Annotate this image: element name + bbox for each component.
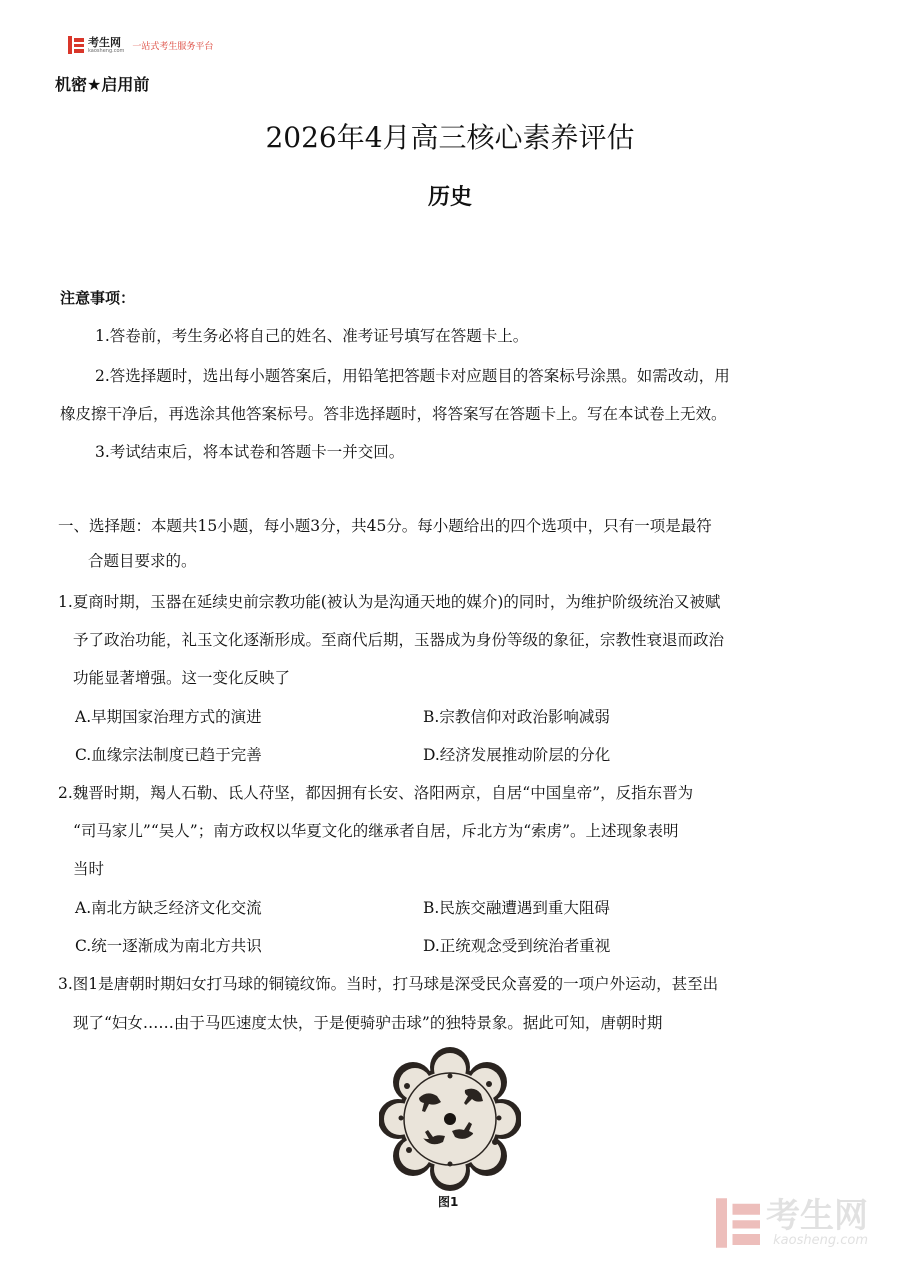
- q2-option-b: B.民族交融遭遇到重大阻碍: [423, 899, 610, 917]
- logo-domain: kaosheng.com: [88, 47, 125, 54]
- secret-mark: 机密★启用前: [55, 75, 150, 94]
- logo-name: 考生网: [88, 35, 121, 49]
- q1-stem-line-3: 功能显著增强。这一变化反映了: [73, 669, 291, 687]
- q2-option-c: C.统一逐渐成为南北方共识: [75, 937, 262, 955]
- q1-stem-line-2: 予了政治功能，礼玉文化逐渐形成。至商代后期，玉器成为身份等级的象征，宗教性衰退而政治: [73, 631, 725, 649]
- notice-item-1: 1.答卷前，考生务必将自己的姓名、准考证号填写在答题卡上。: [95, 327, 529, 345]
- section-1-intro-line-2: 合题目要求的。: [88, 552, 197, 570]
- mirror-knob: [444, 1113, 456, 1125]
- q2-option-d: D.正统观念受到统治者重视: [423, 937, 611, 955]
- watermark-url: kaosheng.com: [773, 1232, 868, 1248]
- q1-option-b: B.宗教信仰对政治影响减弱: [423, 708, 610, 726]
- q1-option-d: D.经济发展推动阶层的分化: [423, 746, 611, 764]
- q1-stem-line-1: 1.夏商时期，玉器在延续史前宗教功能(被认为是沟通天地的媒介)的同时，为维护阶级统治又被赋: [58, 593, 721, 611]
- notice-item-2-line-2: 橡皮擦干净后，再选涂其他答案标号。答非选择题时，将答案写在答题卡上。写在本试卷上无效。: [60, 405, 727, 423]
- notice-item-2-line-1: 2.答选择题时，选出每小题答案后，用铅笔把答题卡对应题目的答案标号涂黑。如需改动，用: [95, 367, 730, 385]
- q1-option-a: A.早期国家治理方式的演进: [75, 708, 262, 726]
- q2-option-a: A.南北方缺乏经济文化交流: [75, 899, 262, 917]
- q2-stem-line-3: 当时: [73, 860, 105, 878]
- kaosheng-watermark-icon: [716, 1198, 760, 1248]
- watermark-name: 考生网: [766, 1195, 868, 1236]
- exam-subject: 历史: [427, 185, 472, 210]
- watermark-text-block: [766, 1195, 868, 1248]
- q2-stem-line-2: “司马家儿”“吴人”；南方政权以华夏文化的继承者自居，斥北方为“索虏”。上述现象表明: [73, 822, 679, 840]
- q1-option-c: C.血缘宗法制度已趋于完善: [75, 746, 262, 764]
- logo-slogan: 一站式考生服务平台: [132, 41, 214, 52]
- q2-stem-line-1: 2.魏晋时期，羯人石勒、氐人苻坚，都因拥有长安、洛阳两京，自居“中国皇帝”，反指东晋为: [58, 784, 694, 802]
- logo-text-block: [88, 37, 124, 54]
- watermark: [716, 1195, 868, 1248]
- exam-title: 2026年4月高三核心素养评估: [265, 121, 635, 154]
- q3-stem-line-1: 3.图1是唐朝时期妇女打马球的铜镜纹饰。当时，打马球是深受民众喜爱的一项户外运动，甚至出: [58, 975, 719, 993]
- kaosheng-logo-icon: [68, 36, 84, 54]
- section-1-intro-line-1: 一、选择题：本题共15小题，每小题3分，共45分。每小题给出的四个选项中，只有一项是最符: [58, 517, 712, 535]
- notice-item-3: 3.考试结束后，将本试卷和答题卡一并交回。: [95, 443, 405, 461]
- figure-caption: 图1: [438, 1195, 459, 1209]
- bronze-mirror-figure: [379, 1046, 521, 1192]
- q3-stem-line-2: 现了“妇女……由于马匹速度太快，于是便骑驴击球”的独特景象。据此可知，唐朝时期: [73, 1014, 663, 1032]
- notice-heading: 注意事项：: [60, 289, 136, 307]
- site-logo: [68, 36, 213, 54]
